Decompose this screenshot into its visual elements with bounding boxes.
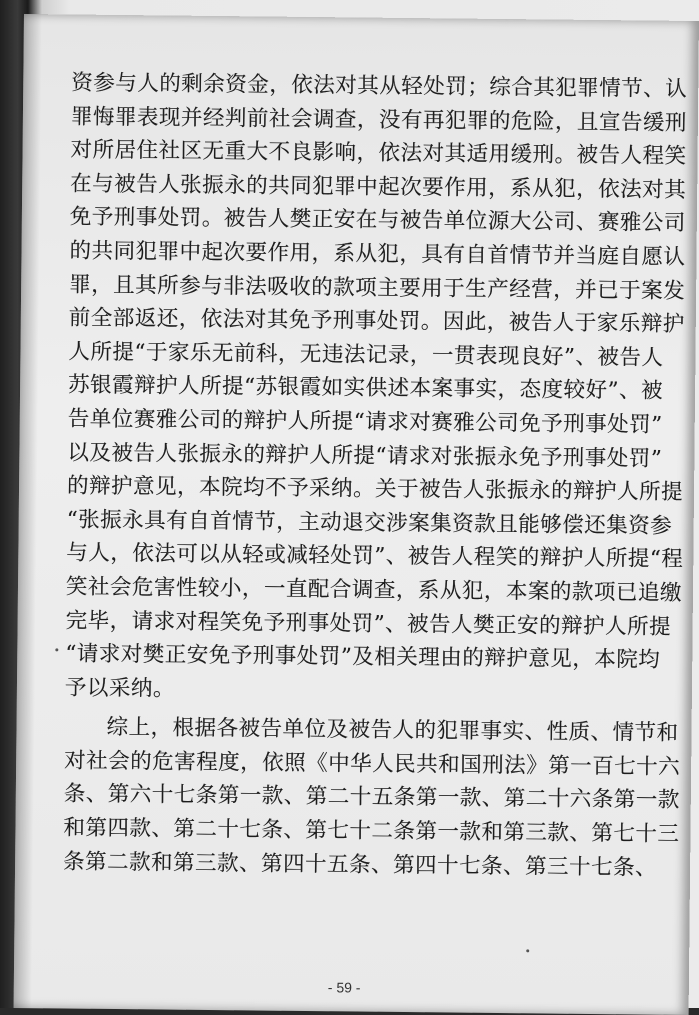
dust-speck [526,949,529,952]
text-line: 与人，依法可以从轻或减轻处罚”、被告人程笑的辩护人所提“程 [66,540,684,573]
text-line: 条第二款和第三款、第四十五条、第四十七条、第三十七条、 [62,849,658,881]
text-line: 对社会的危害程度，依照《中华人民共和国刑法》第一百七十六 [64,748,681,780]
text-line: 对所居住社区无重大不良影响，依法对其适用缓刑。被告人程笑 [70,137,687,170]
document-page [14,14,699,1015]
text-line: 罪悔罪表现并经判前社会调查，没有再犯罪的危险，且宣告缓刑 [70,104,688,136]
text-line: 予以采纳。 [64,675,176,702]
body-text [63,66,699,885]
text-line: 和第四款、第二十七条、第七十二条第一款和第三款、第七十三 [63,815,680,847]
text-line: 在与被告人张振永的共同犯罪中起次要作用，系从犯，依法对其 [70,171,687,203]
text-line: 告单位赛雅公司的辩护人所提“请求对赛雅公司免予刑事处罚” [67,406,663,438]
text-line: “请求对樊正安免予刑事处罚”及相关理由的辩护意见，本院均 [65,641,661,673]
text-line: 苏银霞辩护人所提“苏银霞如实供述本案事实，态度较好”、被 [67,372,664,405]
text-line: 人所提“于家乐无前科，无违法记录，一贯表现良好”、被告人 [68,339,664,371]
text-line: 前全部返还，依法对其免予刑事处罚。因此，被告人于家乐辩护 [68,305,685,338]
paragraph-start-line: 综上，根据各被告单位及被告人的犯罪事实、性质、情节和 [106,715,679,747]
text-line: 条、第六十七条第一款、第二十五条第一款、第二十六条第一款 [63,781,680,814]
page-number: - 59 - [327,979,361,996]
text-line: “张振永具有自首情节，主动退交涉案集资款且能够偿还集资参 [66,507,673,539]
text-line: 完毕，请求对程笑免予刑事处罚”、被告人樊正安的辩护人所提 [65,607,672,640]
text-line: 的辩护意见，本院均不予采纳。关于被告人张振永的辩护人所提 [66,473,684,506]
text-line: 免予刑事处罚。被告人樊正安在与被告单位源大公司、赛雅公司 [69,204,686,237]
text-line: 资参与人的剩余资金，依法对其从轻处罚；综合其犯罪情节、认 [71,70,688,102]
dust-speck [55,648,58,651]
text-line: 的共同犯罪中起次要作用，系从犯，具有自首情节并当庭自愿认 [69,238,686,270]
text-line: 以及被告人张振永的辩护人所提“请求对张振永免予刑事处罚” [67,440,663,472]
text-line: 笑社会危害性较小，一直配合调查，系从犯，本案的款项已追缴 [65,574,683,606]
text-line: 罪，且其所参与非法吸收的款项主要用于生产经营，并已于案发 [69,272,686,304]
